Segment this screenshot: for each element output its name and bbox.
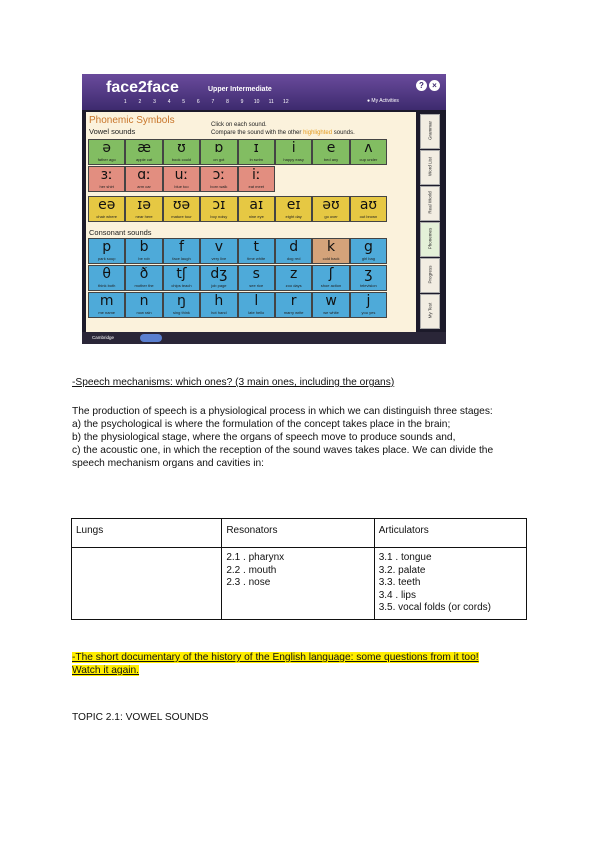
phoneme-button[interactable] [125,139,162,165]
para-c: c) the acoustic one, in which the reception of the sound waves takes place. We can divide the speech mechanism organs and cavities in: [72,445,494,469]
diphthong-row [88,196,387,222]
phoneme-button[interactable] [200,265,237,291]
phoneme-symbol: j [366,293,371,309]
phoneme-symbol: ɔː [212,167,226,183]
phoneme-button[interactable] [238,166,275,192]
phoneme-symbol: f [179,239,184,255]
list-item: 3.4 . lips [378,589,416,601]
phoneme-example: book could [171,157,192,162]
phoneme-symbol: ŋ [177,293,186,309]
tab-label: Progress [427,265,433,284]
para-intro: The production of speech is a physiological process in which we can distinguish three stages: [72,406,493,417]
close-icon[interactable]: × [429,80,440,91]
phoneme-button[interactable] [88,292,125,318]
unit-number[interactable]: 9 [240,99,244,105]
phoneme-button[interactable] [163,139,200,165]
app-logo: face2face [106,79,179,96]
phoneme-symbol: n [139,293,149,309]
phoneme-example: me name [98,310,116,315]
my-activities-label: My Activities [371,98,399,104]
app-titlebar [82,74,446,110]
phoneme-button[interactable] [312,292,349,318]
phoneme-symbol: v [214,239,224,255]
phoneme-symbol: aɪ [249,197,264,213]
phoneme-symbol: ɪə [137,197,151,213]
phoneme-button[interactable] [125,238,162,264]
table-row [72,548,527,620]
phoneme-button[interactable] [88,238,125,264]
phoneme-example: father ago [97,157,116,162]
phoneme-symbol: əʊ [322,197,340,213]
phoneme-example: chair where [96,214,118,219]
phoneme-symbol: d [289,239,299,255]
articulators-cell [374,548,526,620]
phoneme-button[interactable] [312,196,349,222]
documentary-line2: Watch it again. [72,665,140,676]
instructions-highlight: highlighted [303,130,333,136]
phoneme-symbol: iː [251,167,261,183]
phoneme-symbol: z [289,266,298,282]
panel-title: Phonemic Symbols [89,115,175,126]
vowel-row-long [88,166,275,192]
list-item: 2.1 . pharynx [226,552,285,563]
phoneme-button[interactable] [125,166,162,192]
phoneme-example: arm car [137,184,151,189]
phoneme-symbol: ɔɪ [212,197,226,213]
phoneme-example: now rain [136,310,152,315]
phoneme-button[interactable] [238,292,275,318]
speech-organs-table [71,518,527,620]
phoneme-example: chips teach [171,283,192,288]
phoneme-example: her shirt [99,184,114,189]
phoneme-button[interactable] [125,196,162,222]
phoneme-symbol: ʒ [364,266,373,282]
phoneme-symbol: e [326,140,336,156]
phoneme-example: born walk [210,184,228,189]
phoneme-button[interactable] [312,238,349,264]
phoneme-button[interactable] [125,265,162,291]
phoneme-symbol: ɜː [100,167,113,183]
table-header-row [72,519,527,548]
phoneme-button[interactable] [275,292,312,318]
media-toggle-icon[interactable] [140,334,162,342]
phoneme-symbol: t [253,239,259,255]
phoneme-symbol: aʊ [359,197,378,213]
unit-number[interactable]: 3 [153,99,156,105]
phonemic-panel [86,112,416,334]
phoneme-button[interactable] [88,139,125,165]
paragraph-stages [72,405,528,470]
consonant-row-3 [88,292,387,318]
phoneme-symbol: uː [174,167,189,183]
phoneme-symbol: tʃ [176,266,187,282]
phoneme-example: late hello [248,310,265,315]
phoneme-symbol: dʒ [210,266,228,282]
phoneme-button[interactable] [200,166,237,192]
tab-label: Phonemes [427,227,433,250]
phoneme-button[interactable] [238,139,275,165]
phoneme-button[interactable] [125,292,162,318]
side-tabs [418,112,442,334]
unit-number[interactable]: 12 [283,99,289,105]
documentary-note [72,651,532,677]
unit-number-bar [118,99,293,105]
phoneme-example: job page [211,283,227,288]
phoneme-example: see rice [249,283,264,288]
phoneme-button[interactable] [200,139,237,165]
tab-label: Real World [427,191,433,214]
instructions-line1: Click on each sound. [211,122,267,128]
phoneme-button[interactable] [312,265,349,291]
phoneme-example: mature tour [171,214,192,219]
header-articulators: Articulators [374,519,526,548]
phoneme-button[interactable] [88,166,125,192]
phoneme-button[interactable] [275,196,312,222]
list-item: 3.3. teeth [378,577,421,588]
phoneme-button[interactable] [275,238,312,264]
tab-real-world[interactable] [420,186,440,221]
lungs-cell [72,548,222,620]
phoneme-symbol: h [214,293,224,309]
phoneme-button[interactable] [200,238,237,264]
phoneme-example: you yes [361,310,376,315]
consonant-row-2 [88,265,387,291]
phoneme-button[interactable] [238,265,275,291]
app-level: Upper Intermediate [208,86,272,93]
phoneme-symbol: g [363,239,373,255]
topic-heading: TOPIC 2.1: VOWEL SOUNDS [72,712,209,723]
phoneme-example: shoe action [320,283,342,288]
app-bottombar [82,332,446,344]
phoneme-example: happy easy [283,157,304,162]
phoneme-example: nine eye [248,214,264,219]
phoneme-button[interactable] [350,265,387,291]
phoneme-button[interactable] [238,196,275,222]
phoneme-symbol: ɪ [253,140,259,156]
phoneme-example: eat meet [248,184,265,189]
phoneme-example: out brown [359,214,378,219]
phoneme-example: television [360,283,377,288]
phoneme-button[interactable] [275,265,312,291]
instructions-line2 [211,129,355,137]
phoneme-example: apple cat [135,157,153,162]
phoneme-symbol: k [326,239,336,255]
phoneme-button[interactable] [200,196,237,222]
phoneme-button[interactable] [350,292,387,318]
list-item: 3.5. vocal folds (or cords) [378,602,491,613]
phoneme-example: marry write [283,310,304,315]
heading-speech-mechanisms: -Speech mechanisms: which ones? (3 main ones, including the organs) [72,377,395,388]
phoneme-symbol: m [99,293,114,309]
my-activities-link[interactable] [367,98,399,104]
unit-number[interactable]: 8 [226,99,229,105]
tab-word-list[interactable] [420,150,440,185]
phoneme-button[interactable] [88,196,125,222]
phoneme-example: park soup [97,256,116,261]
documentary-line1: -The short documentary of the history of the English language: some questions from it too! [72,652,479,663]
phoneme-example: go over [324,214,338,219]
phoneme-button[interactable] [163,238,200,264]
phoneme-example: think both [98,283,116,288]
phoneme-example: in swim [249,157,263,162]
list-item: 2.2 . mouth [226,564,277,576]
phoneme-button[interactable] [200,292,237,318]
consonant-row-1 [88,238,387,264]
cambridge-brand: Cambridge [92,335,115,340]
phoneme-symbol: i [291,140,296,156]
phoneme-symbol: b [139,239,149,255]
phoneme-symbol: ɒ [214,140,224,156]
phoneme-example: on got [213,157,225,162]
phoneme-symbol: eə [98,197,116,213]
phoneme-button[interactable] [350,196,387,222]
phoneme-example: zoo days [285,283,302,288]
phoneme-example: eight day [285,214,302,219]
phoneme-symbol: æ [137,140,151,156]
phoneme-button[interactable] [163,292,200,318]
phoneme-button[interactable] [312,139,349,165]
phoneme-symbol: ə [102,140,111,156]
phoneme-example: bed any [323,157,339,162]
phoneme-example: cold back [322,256,340,261]
unit-number[interactable]: 2 [138,99,142,105]
phoneme-example: blue too [174,184,189,189]
phoneme-button[interactable] [238,238,275,264]
tab-label: Grammar [427,121,433,140]
unit-number[interactable]: 1 [123,99,127,105]
header-lungs: Lungs [72,519,222,548]
list-item: 3.2. palate [378,564,426,576]
resonators-cell [222,548,374,620]
unit-number[interactable]: 10 [253,99,260,105]
tab-progress[interactable] [420,258,440,293]
para-b: b) the physiological stage, where the organs of speech move to produce sounds and, [72,432,456,443]
phoneme-example: cup under [359,157,378,162]
phoneme-example: very live [211,256,227,261]
tab-grammar[interactable] [420,114,440,149]
phoneme-symbol: r [290,293,297,309]
unit-number[interactable]: 6 [196,99,200,105]
phoneme-symbol: ʃ [328,266,334,282]
phoneme-example: be rob [138,256,150,261]
phoneme-symbol: s [252,266,260,282]
tab-phonemes[interactable] [420,222,440,257]
tab-label: My Test [427,302,433,319]
phoneme-symbol: ʊ [177,140,186,156]
phoneme-example: sing think [173,310,190,315]
phoneme-example: dog red [286,256,301,261]
phoneme-symbol: ð [139,266,149,282]
phoneme-example: mother the [134,283,154,288]
phoneme-example: time white [247,256,266,261]
phoneme-button[interactable] [163,166,200,192]
phoneme-example: hot hand [211,310,227,315]
phoneme-example: face laugh [172,256,191,261]
list-item: 3.1 . tongue [378,552,432,563]
tab-my-test[interactable] [420,294,440,329]
phoneme-symbol: θ [102,266,111,282]
phoneme-symbol: ʊə [172,197,191,213]
phoneme-example: boy noisy [210,214,228,219]
phoneme-button[interactable] [163,265,200,291]
instructions-pre: Compare the sound with the other [211,130,304,136]
consonant-heading: Consonant sounds [89,228,152,237]
phoneme-symbol: eɪ [286,197,301,213]
phoneme-symbol: ʌ [364,140,373,156]
phoneme-symbol: p [102,239,112,255]
unit-number[interactable]: 5 [182,99,186,105]
phoneme-button[interactable] [275,139,312,165]
para-a: a) the psychological is where the formulation of the concept takes place in the brain; [72,419,451,430]
phoneme-symbol: l [254,293,259,309]
unit-number[interactable]: 4 [167,99,171,105]
header-resonators: Resonators [222,519,374,548]
unit-number[interactable]: 11 [268,99,274,105]
instructions [211,121,355,137]
list-item: 2.3 . nose [226,577,271,588]
help-icon[interactable]: ? [416,80,427,91]
phonemic-chart-screenshot [82,74,446,344]
phoneme-button[interactable] [88,265,125,291]
phoneme-button[interactable] [350,238,387,264]
phoneme-button[interactable] [163,196,200,222]
instructions-post: sounds. [332,130,355,136]
phoneme-symbol: w [325,293,337,309]
phoneme-example: we white [323,310,339,315]
vowel-row-short [88,139,387,165]
phoneme-example: girl bag [361,256,375,261]
activities-icon: ● [367,98,371,104]
tab-label: Word List [427,157,433,176]
phoneme-example: near here [135,214,153,219]
phoneme-symbol: ɑː [137,167,151,183]
vowel-heading: Vowel sounds [89,127,136,136]
unit-number[interactable]: 7 [211,99,215,105]
phoneme-button[interactable] [350,139,387,165]
